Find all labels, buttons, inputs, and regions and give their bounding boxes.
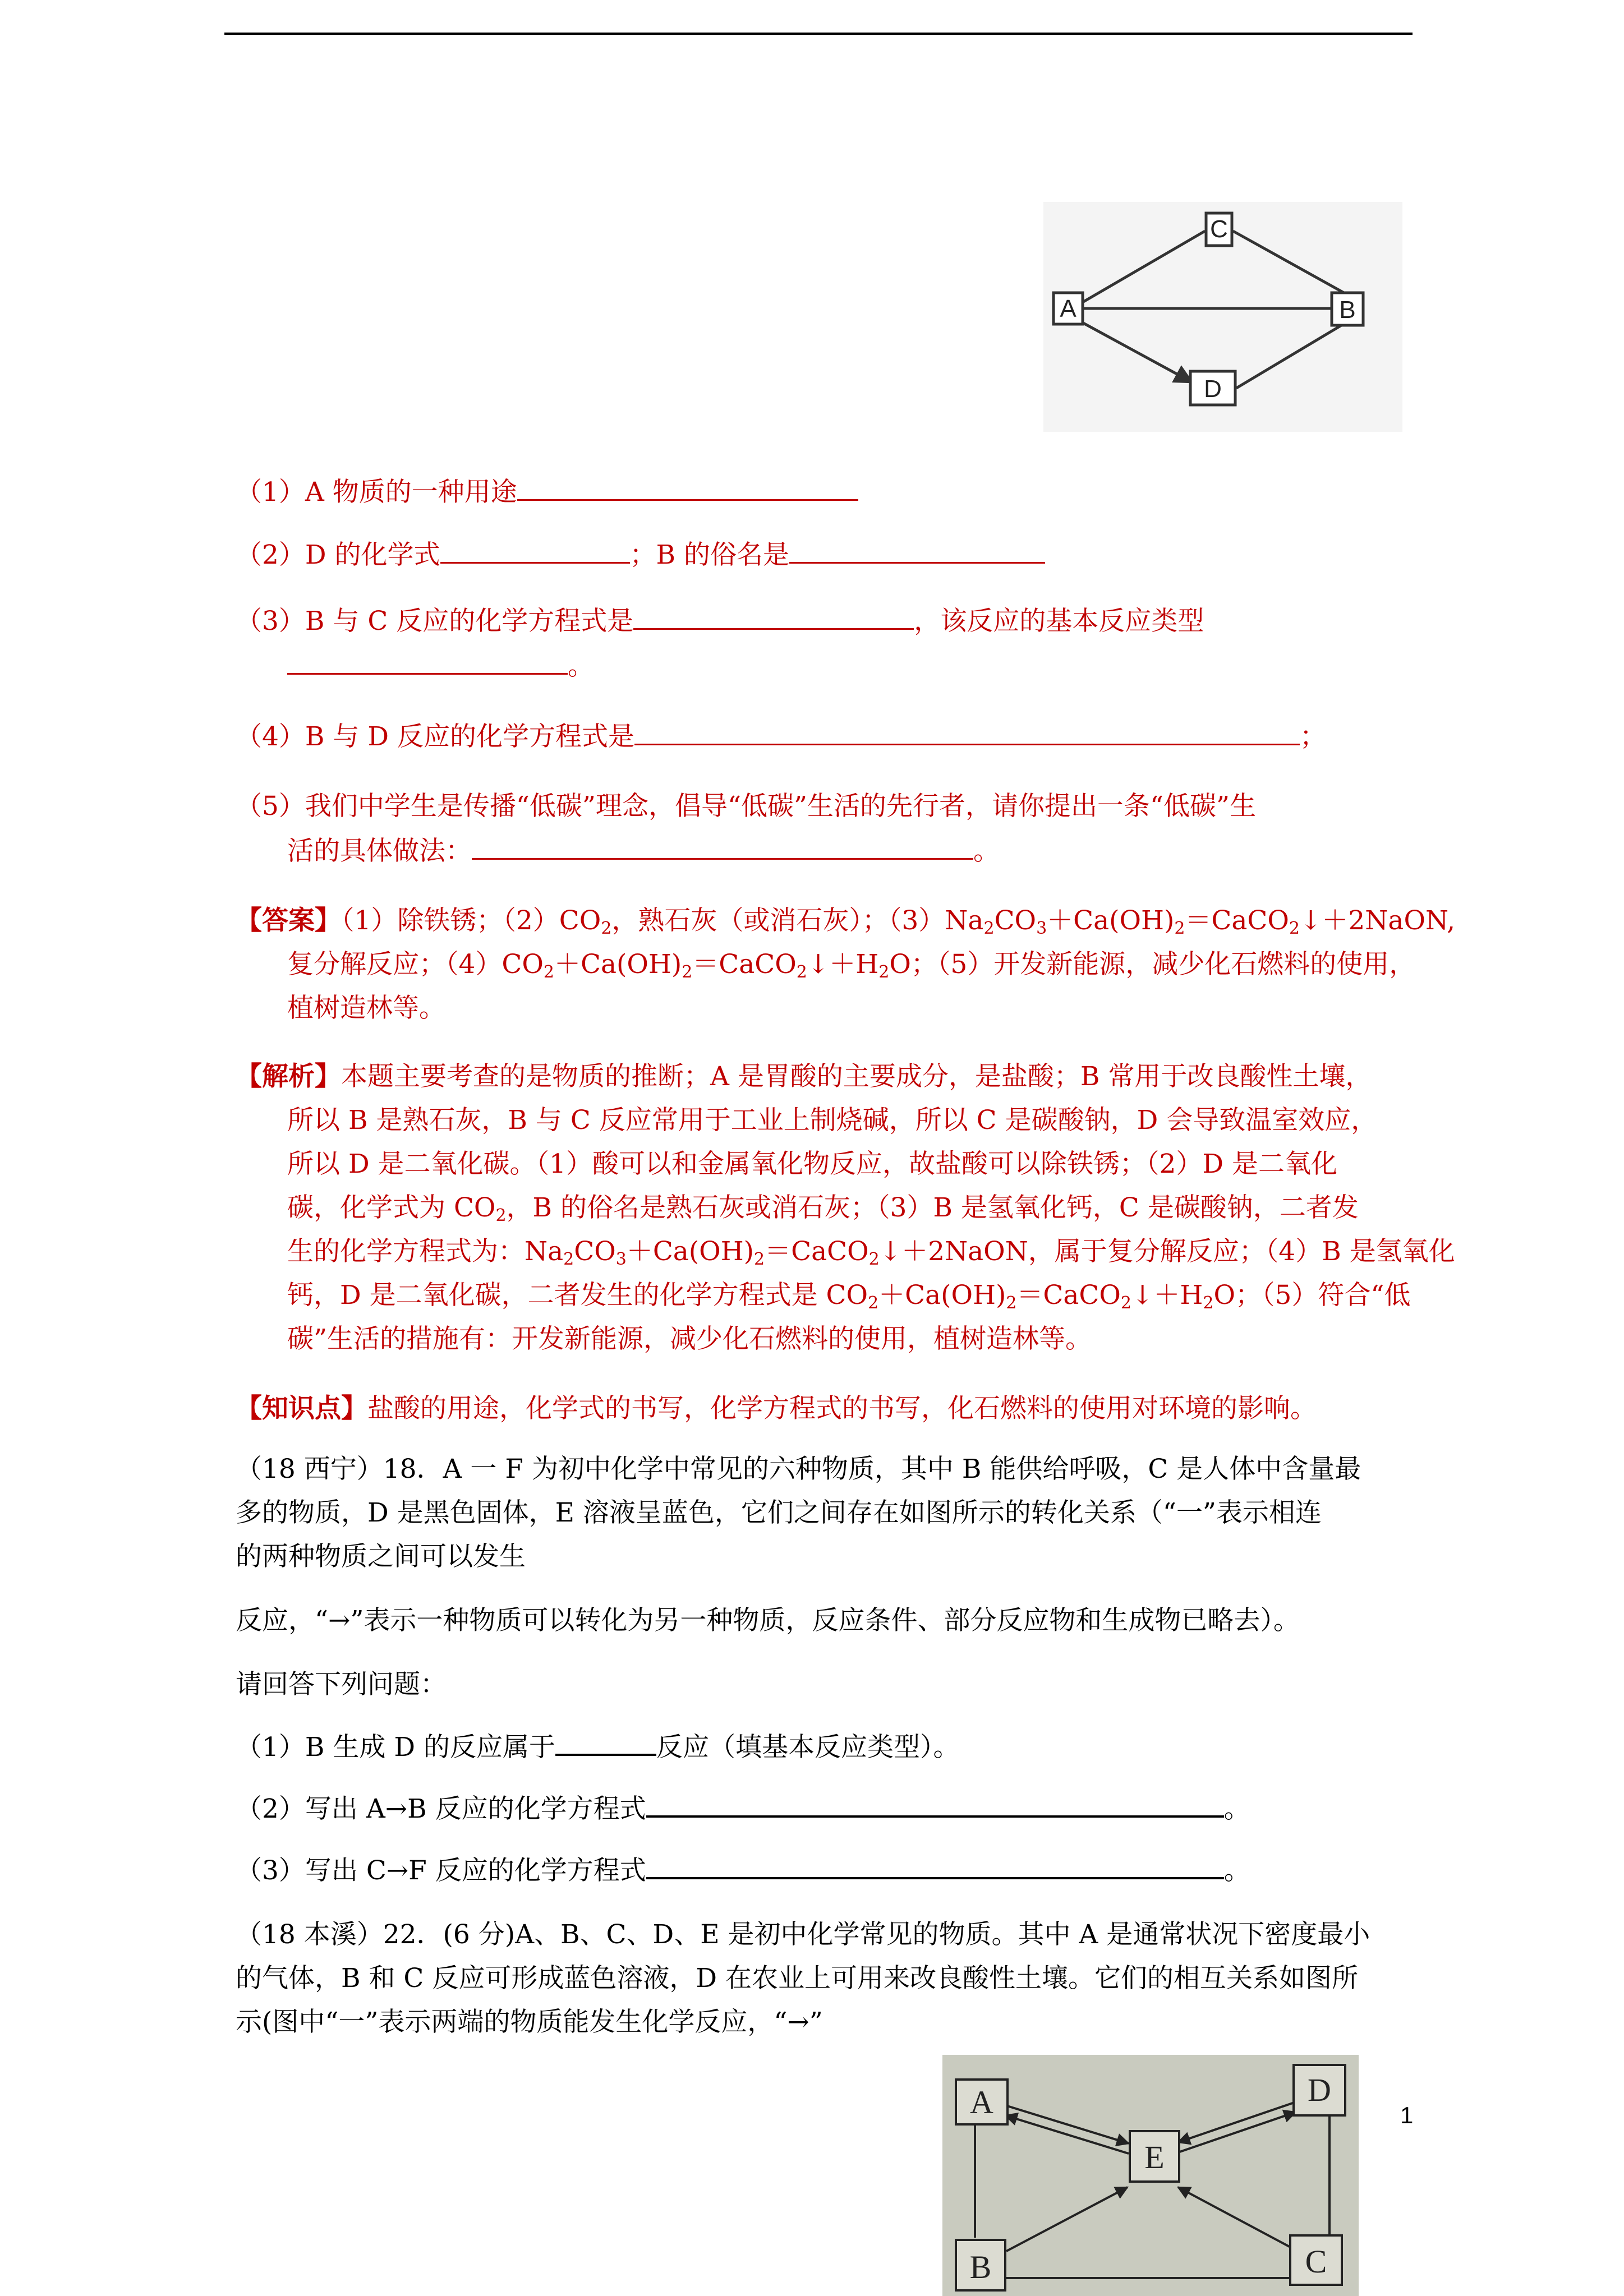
- q18-stem-5: [236, 1662, 447, 1707]
- analysis-line-1: [236, 1054, 1372, 1099]
- answer-text: （1）除铁锈；（2）CO: [341, 905, 601, 936]
- q17-part5-cont: [287, 829, 1000, 874]
- answer-blank[interactable]: [440, 540, 630, 564]
- q22-stem-1: [236, 1912, 1370, 1957]
- q17-part3-cont: [287, 644, 594, 689]
- analysis-text: 所以 D 是二氧化碳。（1）酸可以和金属氧化物反应，故盐酸可以除铁锈；（2）D 是二氧化: [287, 1149, 1337, 1179]
- answer-blank[interactable]: [646, 1855, 1224, 1879]
- q18-part1: [236, 1725, 959, 1770]
- answer-blank[interactable]: [633, 606, 914, 630]
- q17-part2: [236, 533, 1045, 578]
- q18-stem-3: [236, 1534, 526, 1579]
- analysis-text: 钙，D 是二氧化碳，二者发生的化学方程式是 CO: [287, 1280, 868, 1311]
- knowledge-text: 盐酸的用途，化学式的书写，化学方程式的书写，化石燃料的使用对环境的影响。: [367, 1393, 1317, 1424]
- header-rule: [224, 33, 1413, 35]
- analysis-text: 碳，化学式为 CO: [287, 1192, 496, 1223]
- answer-text: ＋Ca(OH): [554, 949, 682, 980]
- q18-text: 的两种物质之间可以发生: [236, 1541, 526, 1572]
- answer-blank[interactable]: [472, 836, 973, 860]
- node-C-label: C: [1305, 2243, 1327, 2280]
- answer-blank[interactable]: [634, 721, 1300, 745]
- analysis-text: ，B 的俗名是熟石灰或消石灰；（3）B 是氢氧化钙，C 是碳酸钠，二者发: [506, 1192, 1359, 1223]
- analysis-text: 碳”生活的措施有：开发新能源，减少化石燃料的使用，植树造林等。: [287, 1324, 1092, 1354]
- analysis-text: ＝CaCO: [1016, 1280, 1121, 1311]
- analysis-text: O；（5）符合“低: [1213, 1280, 1411, 1311]
- q17-part3-end: 。: [568, 651, 594, 681]
- analysis-tag: 【解析】: [236, 1061, 341, 1092]
- answer-text: CO: [994, 905, 1037, 936]
- q17-part4-text: （4）B 与 D 反应的化学方程式是: [236, 721, 634, 752]
- analysis-line-2: [287, 1098, 1377, 1143]
- q18-part3-text: （3）写出 C→F 反应的化学方程式: [236, 1855, 646, 1886]
- q18-text: （18 西宁）18．A 一 F 为初中化学中常见的六种物质，其中 B 能供给呼吸，C 是人体中含量最: [236, 1454, 1361, 1484]
- q18-text: 请回答下列问题：: [236, 1669, 447, 1700]
- analysis-text: ＝CaCO: [765, 1236, 869, 1267]
- answer-text: ↓＋H: [807, 949, 879, 980]
- q17-part5-end: 。: [973, 836, 1000, 866]
- answer-line-2: 复分解反应；$(4)CO_2+Ca(OH)_2=CaCO_2↓+H_2O$；（5）开发新能源，减少化石燃料的使用，: [287, 949, 1416, 982]
- q17-part5-text: （5）我们中学生是传播“低碳”理念，倡导“低碳”生活的先行者，请你提出一条“低碳”生: [236, 791, 1257, 822]
- answer-text: ，熟石灰（或消石灰）；（3）Na: [611, 905, 984, 936]
- node-A-label: A: [970, 2084, 993, 2120]
- q18-stem-4: [236, 1598, 1300, 1643]
- analysis-text: ↓＋2NaON，属于复分解反应；（4）B 是氢氧化: [879, 1236, 1455, 1267]
- q18-part1-text: （1）B 生成 D 的反应属于: [236, 1732, 555, 1763]
- q17-part4: [236, 714, 1326, 759]
- q17-part5: [236, 784, 1256, 829]
- q17-part1-text: （1）A 物质的一种用途: [236, 477, 517, 508]
- node-B-label: B: [1339, 296, 1356, 324]
- q18-stem-1: [236, 1447, 1361, 1492]
- node-C-label: C: [1210, 215, 1228, 243]
- q18-part3-end: 。: [1223, 1855, 1250, 1886]
- answer-blank[interactable]: [646, 1793, 1224, 1818]
- q18-part3: [236, 1848, 1250, 1893]
- analysis-text: ＋Ca(OH): [878, 1280, 1006, 1311]
- knowledge-tag: 【知识点】: [236, 1393, 367, 1424]
- analysis-text: 本题主要考查的是物质的推断；A 是胃酸的主要成分，是盐酸；B 常用于改良酸性土壤，: [341, 1061, 1372, 1092]
- analysis-line-6: 钙，D 是二氧化碳，二者发生的化学方程式是 $CO_2+Ca(OH)_2=CaCO_2↓+H_2O$；（5）符合“低: [287, 1280, 1411, 1313]
- answer-line-1: 【答案】（1）除铁锈；$(2)CO_2$，熟石灰（或消石灰）；$(3)Na_2CO_3+Ca(OH)_2=CaCO_2↓+2NaON$,: [236, 905, 1456, 938]
- answer-text: ＝CaCO: [1185, 905, 1289, 936]
- answer-text: O；（5）开发新能源，减少化石燃料的使用，: [889, 949, 1416, 980]
- q18-stem-2: [236, 1491, 1322, 1536]
- answer-text: 复分解反应；（4）CO: [287, 949, 544, 980]
- q17-part2-mid: ；B 的俗名是: [629, 540, 790, 570]
- q22-stem-3: [236, 2000, 823, 2045]
- analysis-text: 生的化学方程式为：Na: [287, 1236, 564, 1267]
- q22-text: （18 本溪）22．(6 分)A、B、C、D、E 是初中化学常见的物质。其中 A 是通常状况下密度最小: [236, 1919, 1370, 1950]
- analysis-line-7: [287, 1317, 1092, 1362]
- answer-text: ＋Ca(OH): [1047, 905, 1175, 936]
- node-D-label: D: [1308, 2072, 1331, 2108]
- node-B-label: B: [969, 2249, 992, 2285]
- analysis-line-5: 生的化学方程式为：$Na_2CO_3+Ca(OH)_2=CaCO_2↓+2NaON$，属于复分解反应；（4）B 是氢氧化: [287, 1236, 1455, 1269]
- q18-text: 反应，“→”表示一种物质可以转化为另一种物质，反应条件、部分反应物和生成物已略去）。: [236, 1605, 1300, 1636]
- analysis-text: 所以 B 是熟石灰，B 与 C 反应常用于工业上制烧碱，所以 C 是碳酸钠，D 会导致温室效应，: [287, 1105, 1378, 1136]
- knowledge-point: [236, 1386, 1317, 1431]
- node-D-label: D: [1204, 375, 1222, 403]
- answer-blank[interactable]: [789, 540, 1045, 564]
- node-A-label: A: [1060, 295, 1076, 322]
- q17-part1: [236, 470, 858, 515]
- answer-blank[interactable]: [287, 651, 568, 675]
- q17-part4-end: ；: [1299, 721, 1326, 752]
- q18-part2: [236, 1787, 1250, 1832]
- page-number: 1: [1400, 2102, 1414, 2128]
- q17-part3-mid: ，该反应的基本反应类型: [914, 606, 1204, 637]
- answer-blank[interactable]: [517, 477, 858, 501]
- q17-part5-text2: 活的具体做法：: [287, 836, 472, 866]
- answer-blank[interactable]: [555, 1731, 656, 1756]
- analysis-text: ↓＋H: [1131, 1280, 1203, 1311]
- analysis-line-4: 碳，化学式为 $CO_2$，B 的俗名是熟石灰或消石灰；（3）B 是氢氧化钙，C 是碳酸钠，二者发: [287, 1192, 1359, 1225]
- reaction-diagram-1: [1043, 202, 1402, 432]
- node-E-label: E: [1144, 2139, 1165, 2175]
- q18-part2-end: 。: [1223, 1794, 1250, 1824]
- q18-part2-text: （2）写出 A→B 反应的化学方程式: [236, 1794, 646, 1824]
- analysis-text: ＋Ca(OH): [626, 1236, 755, 1267]
- reaction-diagram-2: [942, 2055, 1359, 2296]
- q22-text: 的气体，B 和 C 反应可形成蓝色溶液，D 在农业上可用来改良酸性土壤。它们的相互关系如图所: [236, 1963, 1358, 1994]
- answer-text: 植树造林等。: [287, 993, 445, 1023]
- answer-tag: 【答案】: [236, 905, 341, 936]
- q17-part3-text: （3）B 与 C 反应的化学方程式是: [236, 606, 634, 637]
- analysis-line-3: [287, 1142, 1337, 1187]
- answer-text: ＝CaCO: [692, 949, 797, 980]
- analysis-text: CO: [574, 1236, 616, 1267]
- q22-text: 示(图中“一”表示两端的物质能发生化学反应，“→”: [236, 2007, 823, 2037]
- answer-text: ↓＋2NaON,: [1300, 905, 1456, 936]
- q22-stem-2: [236, 1956, 1358, 2001]
- q18-part1-post: 反应（填基本反应类型）。: [656, 1732, 960, 1763]
- q17-part2-text: （2）D 的化学式: [236, 540, 440, 570]
- q18-text: 多的物质，D 是黑色固体，E 溶液呈蓝色，它们之间存在如图所示的转化关系（“一”表示相连: [236, 1497, 1322, 1528]
- answer-line-3: [287, 986, 445, 1031]
- q17-part3: [236, 599, 1204, 644]
